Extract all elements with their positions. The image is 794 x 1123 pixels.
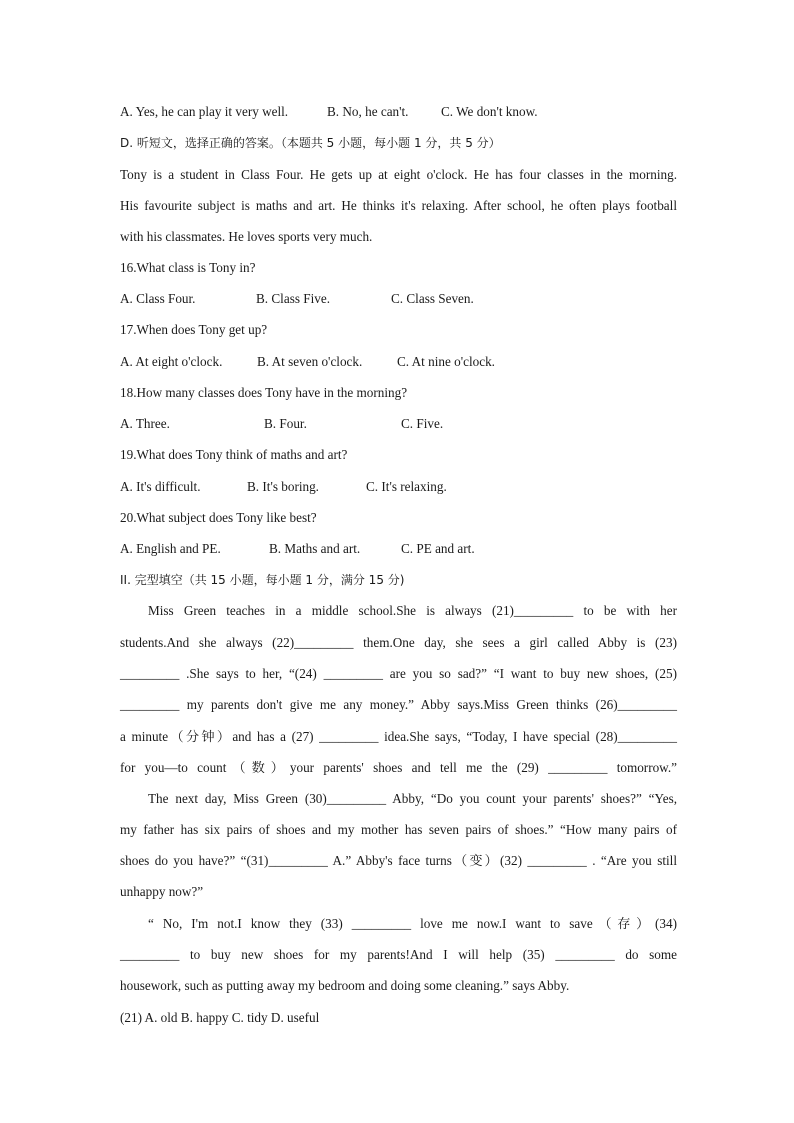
option-b: B. Four. — [264, 416, 307, 431]
option-c: C. PE and art. — [401, 541, 475, 556]
passage-line: with his classmates. He loves sports very much. — [120, 229, 373, 244]
option-c: C. It's relaxing. — [366, 479, 447, 494]
option-a: A. Yes, he can play it very well. — [120, 104, 289, 119]
question-19: 19.What does Tony think of maths and art? — [120, 447, 348, 462]
cloze-line: The next day, Miss Green (30)_________ Abby, “Do you count your parents' shoes?” “Yes, — [148, 791, 677, 806]
question-16: 16.What class is Tony in? — [120, 260, 256, 275]
cloze-line: a minute（分钟）and has a (27) _________ idea.She says, “Today, I have special (28)_________ — [120, 729, 677, 744]
option-b: B. At seven o'clock. — [257, 354, 363, 369]
option-c: C. We don't know. — [441, 104, 538, 119]
question-17: 17.When does Tony get up? — [120, 322, 268, 337]
cloze-line: students.And she always (22)_________ them.One day, she sees a girl called Abby is (23) — [120, 635, 677, 650]
cloze-line: my father has six pairs of shoes and my mother has seven pairs of shoes.” “How many pairs of — [120, 822, 677, 837]
section-ii-heading: II. 完型填空（共 15 小题，每小题 1 分，满分 15 分) — [120, 573, 405, 587]
passage-line: Tony is a student in Class Four. He gets up at eight o'clock. He has four classes in the morning. — [120, 167, 677, 182]
option-a: A. Class Four. — [120, 291, 196, 306]
passage-line: His favourite subject is maths and art. He thinks it's relaxing. After school, he often plays football — [120, 198, 677, 213]
option-b: B. No, he can't. — [327, 104, 409, 119]
option-c: C. At nine o'clock. — [397, 354, 495, 369]
cloze-line: _________ .She says to her, “(24) _________ are you so sad?” “I want to buy new shoes, (25) — [120, 666, 677, 681]
cloze-line: unhappy now?” — [120, 884, 204, 899]
option-a: A. At eight o'clock. — [120, 354, 223, 369]
question-18: 18.How many classes does Tony have in the morning? — [120, 385, 408, 400]
cloze-line: Miss Green teaches in a middle school.She is always (21)_________ to be with her — [148, 603, 677, 618]
option-a: A. Three. — [120, 416, 170, 431]
cloze-line: for you—to count（数）your parents' shoes and tell me the (29) _________ tomorrow.” — [120, 760, 677, 775]
option-b: B. It's boring. — [247, 479, 319, 494]
q21-options: (21) A. old B. happy C. tidy D. useful — [120, 1010, 320, 1025]
option-a: A. It's difficult. — [120, 479, 201, 494]
cloze-line: housework, such as putting away my bedroom and doing some cleaning.” says Abby. — [120, 978, 570, 993]
cloze-line: _________ my parents don't give me any money.” Abby says.Miss Green thinks (26)_________ — [120, 697, 677, 712]
cloze-line: _________ to buy new shoes for my parents!And I will help (35) _________ do some — [120, 947, 677, 962]
cloze-line: “ No, I'm not.I know they (33) _________ love me now.I want to save（存）(34) — [148, 916, 677, 931]
option-b: B. Class Five. — [256, 291, 331, 306]
option-a: A. English and PE. — [120, 541, 221, 556]
option-b: B. Maths and art. — [269, 541, 361, 556]
option-c: C. Class Seven. — [391, 291, 474, 306]
cloze-line: shoes do you have?” “(31)_________ A.” Abby's face turns（变）(32) _________ . “Are you still — [120, 853, 677, 868]
section-d-heading: D. 听短文，选择正确的答案。（本题共 5 小题，每小题 1 分，共 5 分） — [120, 136, 501, 150]
option-c: C. Five. — [401, 416, 444, 431]
question-20: 20.What subject does Tony like best? — [120, 510, 317, 525]
